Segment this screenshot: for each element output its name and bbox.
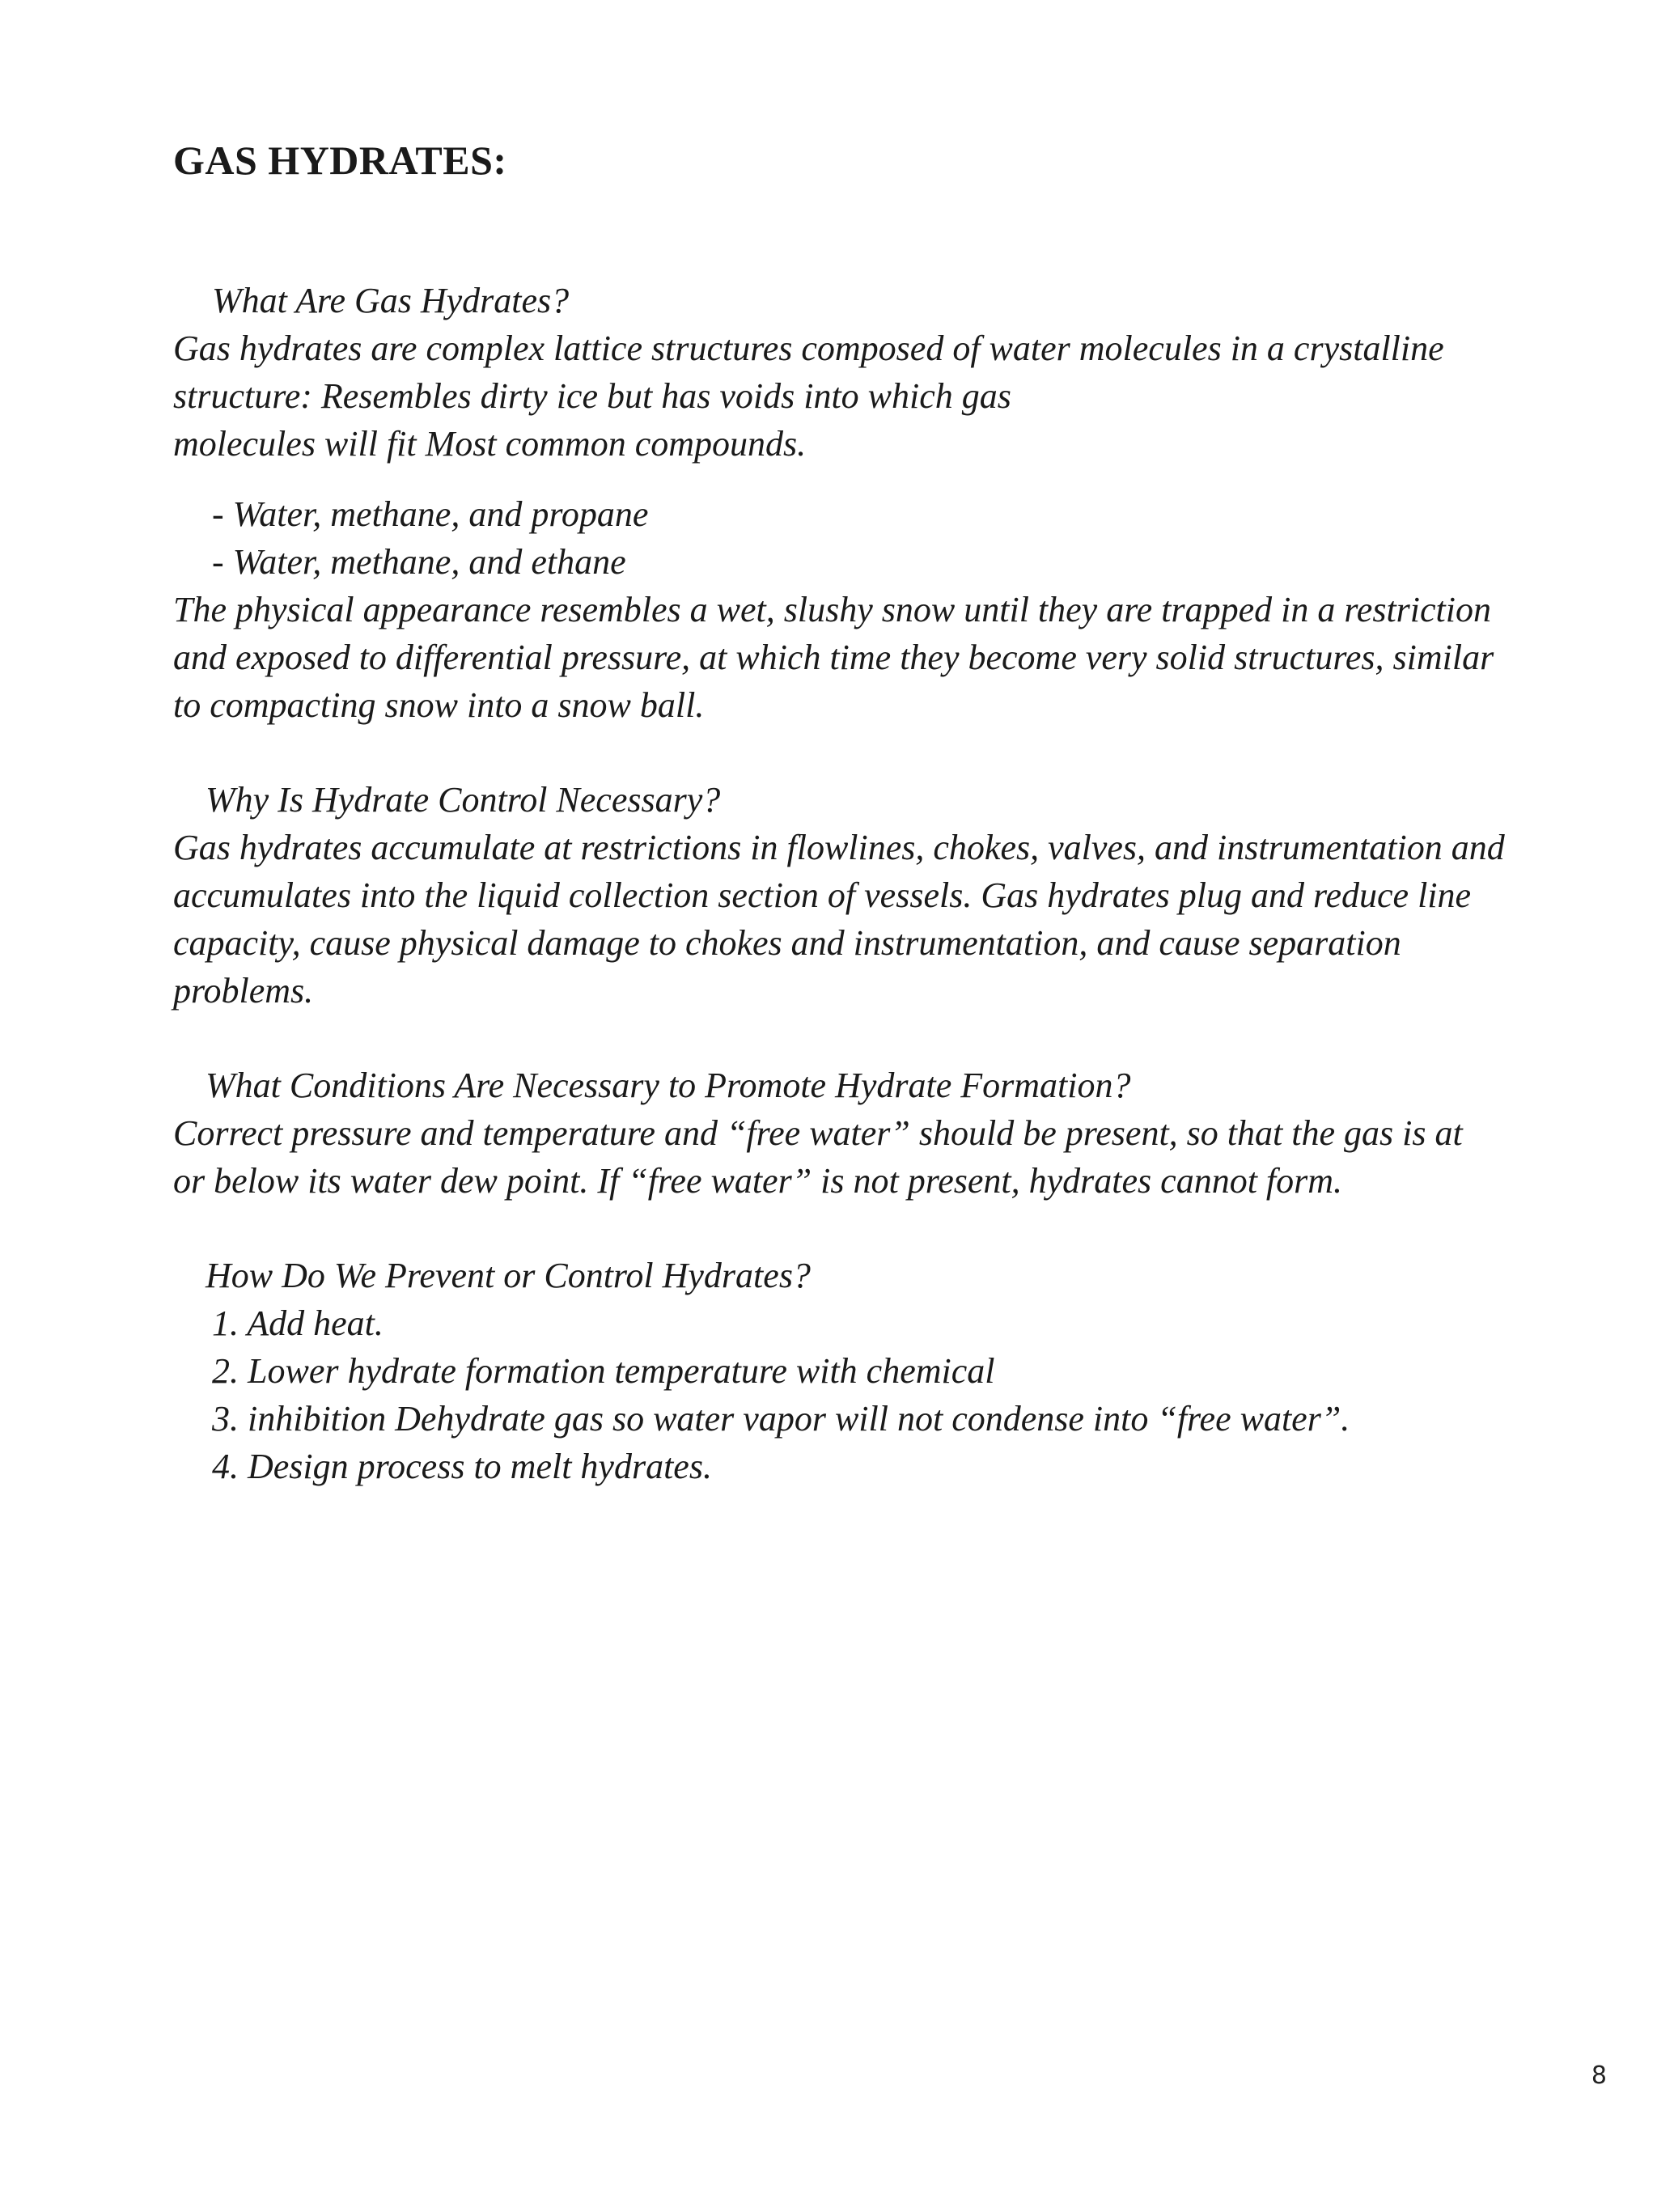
list-item: 1. Add heat. bbox=[212, 1303, 384, 1343]
paragraph-line: and exposed to differential pressure, at which time they become very solid structures, similar bbox=[173, 638, 1494, 677]
section-formation-conditions bbox=[173, 1062, 1629, 1205]
section-why-control bbox=[173, 776, 1629, 1015]
section-prevent-control bbox=[173, 1252, 1629, 1490]
paragraph-line: Correct pressure and temperature and “free water” should be present, so that the gas is at bbox=[173, 1113, 1463, 1153]
document-body bbox=[173, 277, 1629, 1490]
paragraph-line: problems. bbox=[173, 971, 314, 1011]
section-question: How Do We Prevent or Control Hydrates? bbox=[206, 1256, 811, 1295]
paragraph-line: molecules will fit Most common compounds. bbox=[173, 424, 807, 464]
section-what-are-gas-hydrates bbox=[173, 277, 1629, 729]
section-question: What Conditions Are Necessary to Promote Hydrate Formation? bbox=[206, 1066, 1131, 1105]
paragraph-line: accumulates into the liquid collection section of vessels. Gas hydrates plug and reduce line bbox=[173, 875, 1472, 915]
section-question: Why Is Hydrate Control Necessary? bbox=[206, 780, 721, 820]
list-item: 4. Design process to melt hydrates. bbox=[212, 1447, 712, 1486]
list-item: - Water, methane, and propane bbox=[212, 494, 649, 534]
section-question: What Are Gas Hydrates? bbox=[212, 281, 570, 320]
list-item: 2. Lower hydrate formation temperature with chemical bbox=[212, 1351, 995, 1391]
list-item: - Water, methane, and ethane bbox=[212, 542, 626, 582]
paragraph-line: Gas hydrates are complex lattice structures composed of water molecules in a crystalline bbox=[173, 328, 1444, 368]
paragraph-line: Gas hydrates accumulate at restrictions in flowlines, chokes, valves, and instrumentation and bbox=[173, 828, 1505, 867]
list-item: 3. inhibition Dehydrate gas so water vapor will not condense into “free water”. bbox=[212, 1399, 1350, 1439]
paragraph-line: capacity, cause physical damage to chokes and instrumentation, and cause separation bbox=[173, 923, 1401, 963]
page-title: GAS HYDRATES: bbox=[173, 138, 507, 183]
paragraph-line: The physical appearance resembles a wet, slushy snow until they are trapped in a restriction bbox=[173, 590, 1492, 629]
page-number: 8 bbox=[1591, 2062, 1607, 2090]
paragraph-line: or below its water dew point. If “free water” is not present, hydrates cannot form. bbox=[173, 1161, 1343, 1201]
paragraph-line: to compacting snow into a snow ball. bbox=[173, 685, 705, 725]
compound-list bbox=[173, 490, 1629, 586]
paragraph-line: structure: Resembles dirty ice but has voids into which gas bbox=[173, 376, 1011, 416]
